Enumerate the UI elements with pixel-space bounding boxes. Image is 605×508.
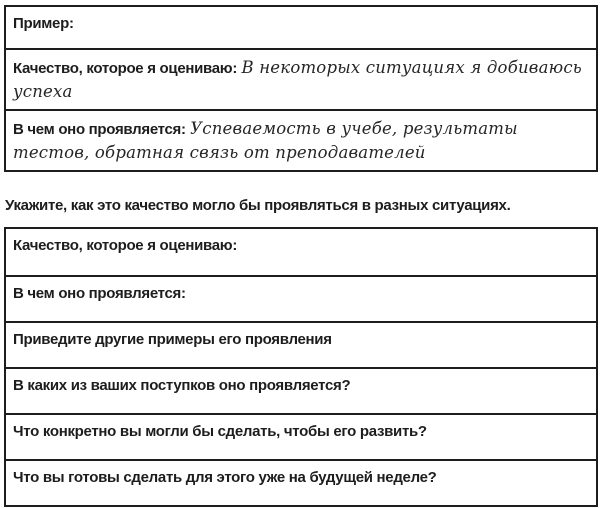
example-quality-row: [6, 48, 596, 109]
worksheet-row-quality: [6, 229, 596, 275]
manifest-label: В чем оно проявляется:: [13, 121, 186, 138]
example-table: [4, 5, 598, 172]
quality-label: Качество, которое я оцениваю:: [13, 60, 238, 77]
worksheet-row-label: В чем оно проявляется:: [13, 285, 186, 302]
example-manifest-row: [6, 109, 596, 170]
quality-handwritten-value: В некоторых ситуациях я добиваюсь успеха: [13, 58, 582, 101]
worksheet-row-other-examples: [6, 321, 596, 367]
worksheet-row-label: Что вы готовы сделать для этого уже на будущей неделе?: [13, 469, 437, 486]
worksheet-row-manifest: [6, 275, 596, 321]
worksheet-row-develop: [6, 413, 596, 459]
worksheet-row-label: В каких из ваших поступков оно проявляется?: [13, 377, 351, 394]
manifest-handwritten-value: Успеваемость в учебе, результаты тестов, обратная связь от преподавателей: [13, 119, 518, 162]
worksheet-row-actions: [6, 367, 596, 413]
worksheet-table: [4, 227, 598, 507]
worksheet-row-label: Приведите другие примеры его проявления: [13, 331, 332, 348]
example-title-row: [6, 7, 596, 48]
example-title-label: Пример:: [13, 15, 74, 32]
worksheet-row-next-week: [6, 459, 596, 505]
instruction-text: Укажите, как это качество могло бы проявляться в разных ситуациях.: [5, 197, 511, 214]
worksheet-row-label: Что конкретно вы могли бы сделать, чтобы его развить?: [13, 423, 427, 440]
worksheet-row-label: Качество, которое я оцениваю:: [13, 237, 238, 254]
